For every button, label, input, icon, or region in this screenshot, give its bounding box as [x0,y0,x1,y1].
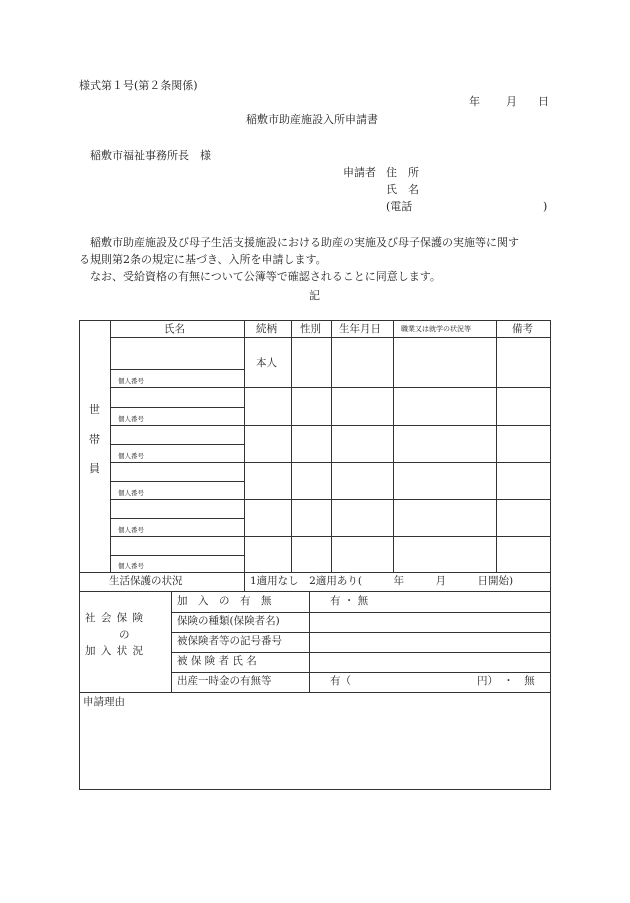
ki-mark: 記 [309,289,320,302]
table-top-border [79,320,551,321]
body-line-3: なお、受給資格の有無について公簿等で確認されることに同意します。 [90,270,441,283]
household-side-char-3: 員 [89,462,100,475]
welfare-divider [244,572,245,591]
insurance-side-divider [171,591,172,692]
member1-sub-line [110,369,244,370]
self-relation: 本人 [256,357,277,369]
member3-bottom-line [110,462,551,463]
personal-number-label: 個人番号 [118,562,144,570]
phone-label: (電話 [386,200,413,213]
body-line-1: 稲敷市助産施設及び母子生活支援施設における助産の実施及び母子保護の実施等に関す [90,236,519,249]
date-month-label: 月 [506,95,517,108]
body-line-2: る規則第2条の規定に基づき、入所を申請します。 [79,253,327,266]
welfare-label: 生活保護の状況 [109,575,183,587]
table-bottom-border [79,789,551,790]
form-number: 様式第１号(第２条関係) [79,79,198,92]
member1-bottom-line [110,387,551,388]
insurance-bottom-line [79,692,551,693]
personal-number-label: 個人番号 [118,489,144,497]
member2-bottom-line [110,425,551,426]
member4-bottom-line [110,499,551,500]
header-name: 氏名 [164,323,185,335]
table-left-border [79,320,80,790]
insurance-side-line-3: 加 入 状 況 [85,645,145,657]
phone-close: ) [543,200,548,213]
col-divider-birth [393,320,394,572]
insurance-row2-line [171,632,551,633]
col-divider-sex [331,320,332,572]
address-label: 住 所 [386,166,419,179]
member5-bottom-line [110,536,551,537]
member5-sub-line [110,518,244,519]
household-side-char-1: 世 [89,403,100,416]
member3-sub-line [110,444,244,445]
personal-number-label: 個人番号 [118,452,144,460]
insurance-row1-line [171,612,551,613]
personal-number-label: 個人番号 [118,377,144,385]
document-title: 稲敷市助産施設入所申請書 [246,113,378,126]
header-row-line [110,337,551,338]
col-divider-name [244,320,245,572]
insurance-row-label: 出産一時金の有無等 [177,675,272,687]
col-divider-relation [291,320,292,572]
header-birthdate: 生年月日 [339,323,381,335]
table-right-border [550,320,551,790]
member6-sub-line [110,555,244,556]
welfare-value: 1適用なし 2適用あり( 年 月 日開始) [250,575,514,587]
member4-sub-line [110,481,244,482]
personal-number-label: 個人番号 [118,415,144,423]
member2-sub-line [110,407,244,408]
header-sex: 性別 [300,323,321,335]
welfare-bottom-line [79,591,551,592]
insurance-row-label: 被 保 険 者 氏 名 [177,655,257,667]
welfare-top-line [79,572,551,573]
insurance-row-value: 有 ・ 無 [330,595,369,607]
insurance-value-divider [309,591,310,692]
reason-label: 申請理由 [83,696,125,708]
insurance-row-label: 保険の種類(保険者名) [177,615,280,627]
date-year-label: 年 [469,95,480,108]
insurance-row-value: 有（ 円） ・ 無 [330,675,535,687]
col-divider-occupation [496,320,497,572]
insurance-side-line-2: の [119,629,130,641]
applicant-label: 申請者 [343,166,376,179]
header-remarks: 備考 [512,323,533,335]
insurance-row-label: 被保険者等の記号番号 [177,635,282,647]
name-label: 氏 名 [386,183,419,196]
insurance-row-label: 加 入 の 有 無 [177,595,272,607]
insurance-row4-line [171,672,551,673]
household-side-divider [110,320,111,572]
household-side-char-2: 帯 [89,433,100,446]
addressee: 稲敷市福祉事務所長 様 [90,149,211,162]
header-occupation: 職業又は就学の状況等 [401,325,471,333]
date-day-label: 日 [538,95,549,108]
personal-number-label: 個人番号 [118,526,144,534]
insurance-side-line-1: 社 会 保 険 [85,612,145,624]
header-relation: 続柄 [256,323,277,335]
insurance-row3-line [171,652,551,653]
